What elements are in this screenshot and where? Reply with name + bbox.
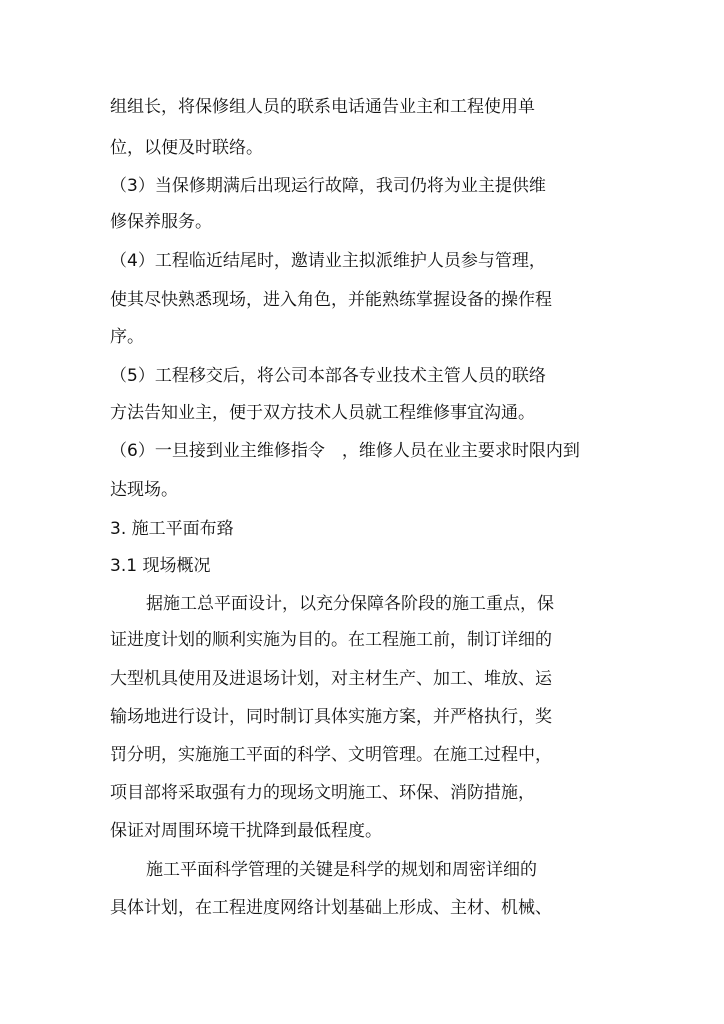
text-line: 方法告知业主，便于双方技术人员就工程维修事宜沟通。: [110, 403, 535, 423]
text-line: 罚分明，实施施工平面的科学、文明管理。在施工过程中，: [110, 745, 552, 765]
text-line: 修保养服务。: [110, 212, 212, 232]
text-line: 大型机具使用及进退场计划，对主材生产、加工、堆放、运: [110, 669, 552, 689]
text-line: 具体计划，在工程进度网络计划基础上形成、主材、机械、: [110, 898, 552, 918]
text-line: （6）一旦接到业主维修指令 ，维修人员在业主要求时限内到: [110, 441, 580, 461]
subsection-heading: 3.1 现场概况: [110, 556, 211, 576]
text-line: 项目部将采取强有力的现场文明施工、环保、消防措施，: [110, 783, 535, 803]
text-line: （5）工程移交后，将公司本部各专业技术主管人员的联络: [110, 366, 546, 386]
text-line: 组组长，将保修组人员的联系电话通告业主和工程使用单: [110, 97, 535, 117]
section-heading: 3. 施工平面布臵: [110, 519, 234, 539]
text-line: （4）工程临近结尾时，邀请业主拟派维护人员参与管理，: [110, 251, 546, 271]
text-line: 序。: [110, 327, 144, 347]
text-line: 达现场。: [110, 480, 178, 500]
text-line: 施工平面科学管理的关键是科学的规划和周密详细的: [146, 860, 537, 880]
text-line: 使其尽快熟悉现场，进入角色，并能熟练掌握设备的操作程: [110, 290, 552, 310]
text-line: （3）当保修期满后出现运行故障，我司仍将为业主提供维: [110, 176, 546, 196]
text-line: 输场地进行设计，同时制订具体实施方案，并严格执行，奖: [110, 707, 552, 727]
text-line: 证进度计划的顺利实施为目的。在工程施工前，制订详细的: [110, 630, 552, 650]
text-line: 保证对周围环境干扰降到最低程度。: [110, 821, 382, 841]
text-line: 据施工总平面设计，以充分保障各阶段的施工重点，保: [146, 594, 554, 614]
text-line: 位，以便及时联络。: [110, 138, 263, 158]
